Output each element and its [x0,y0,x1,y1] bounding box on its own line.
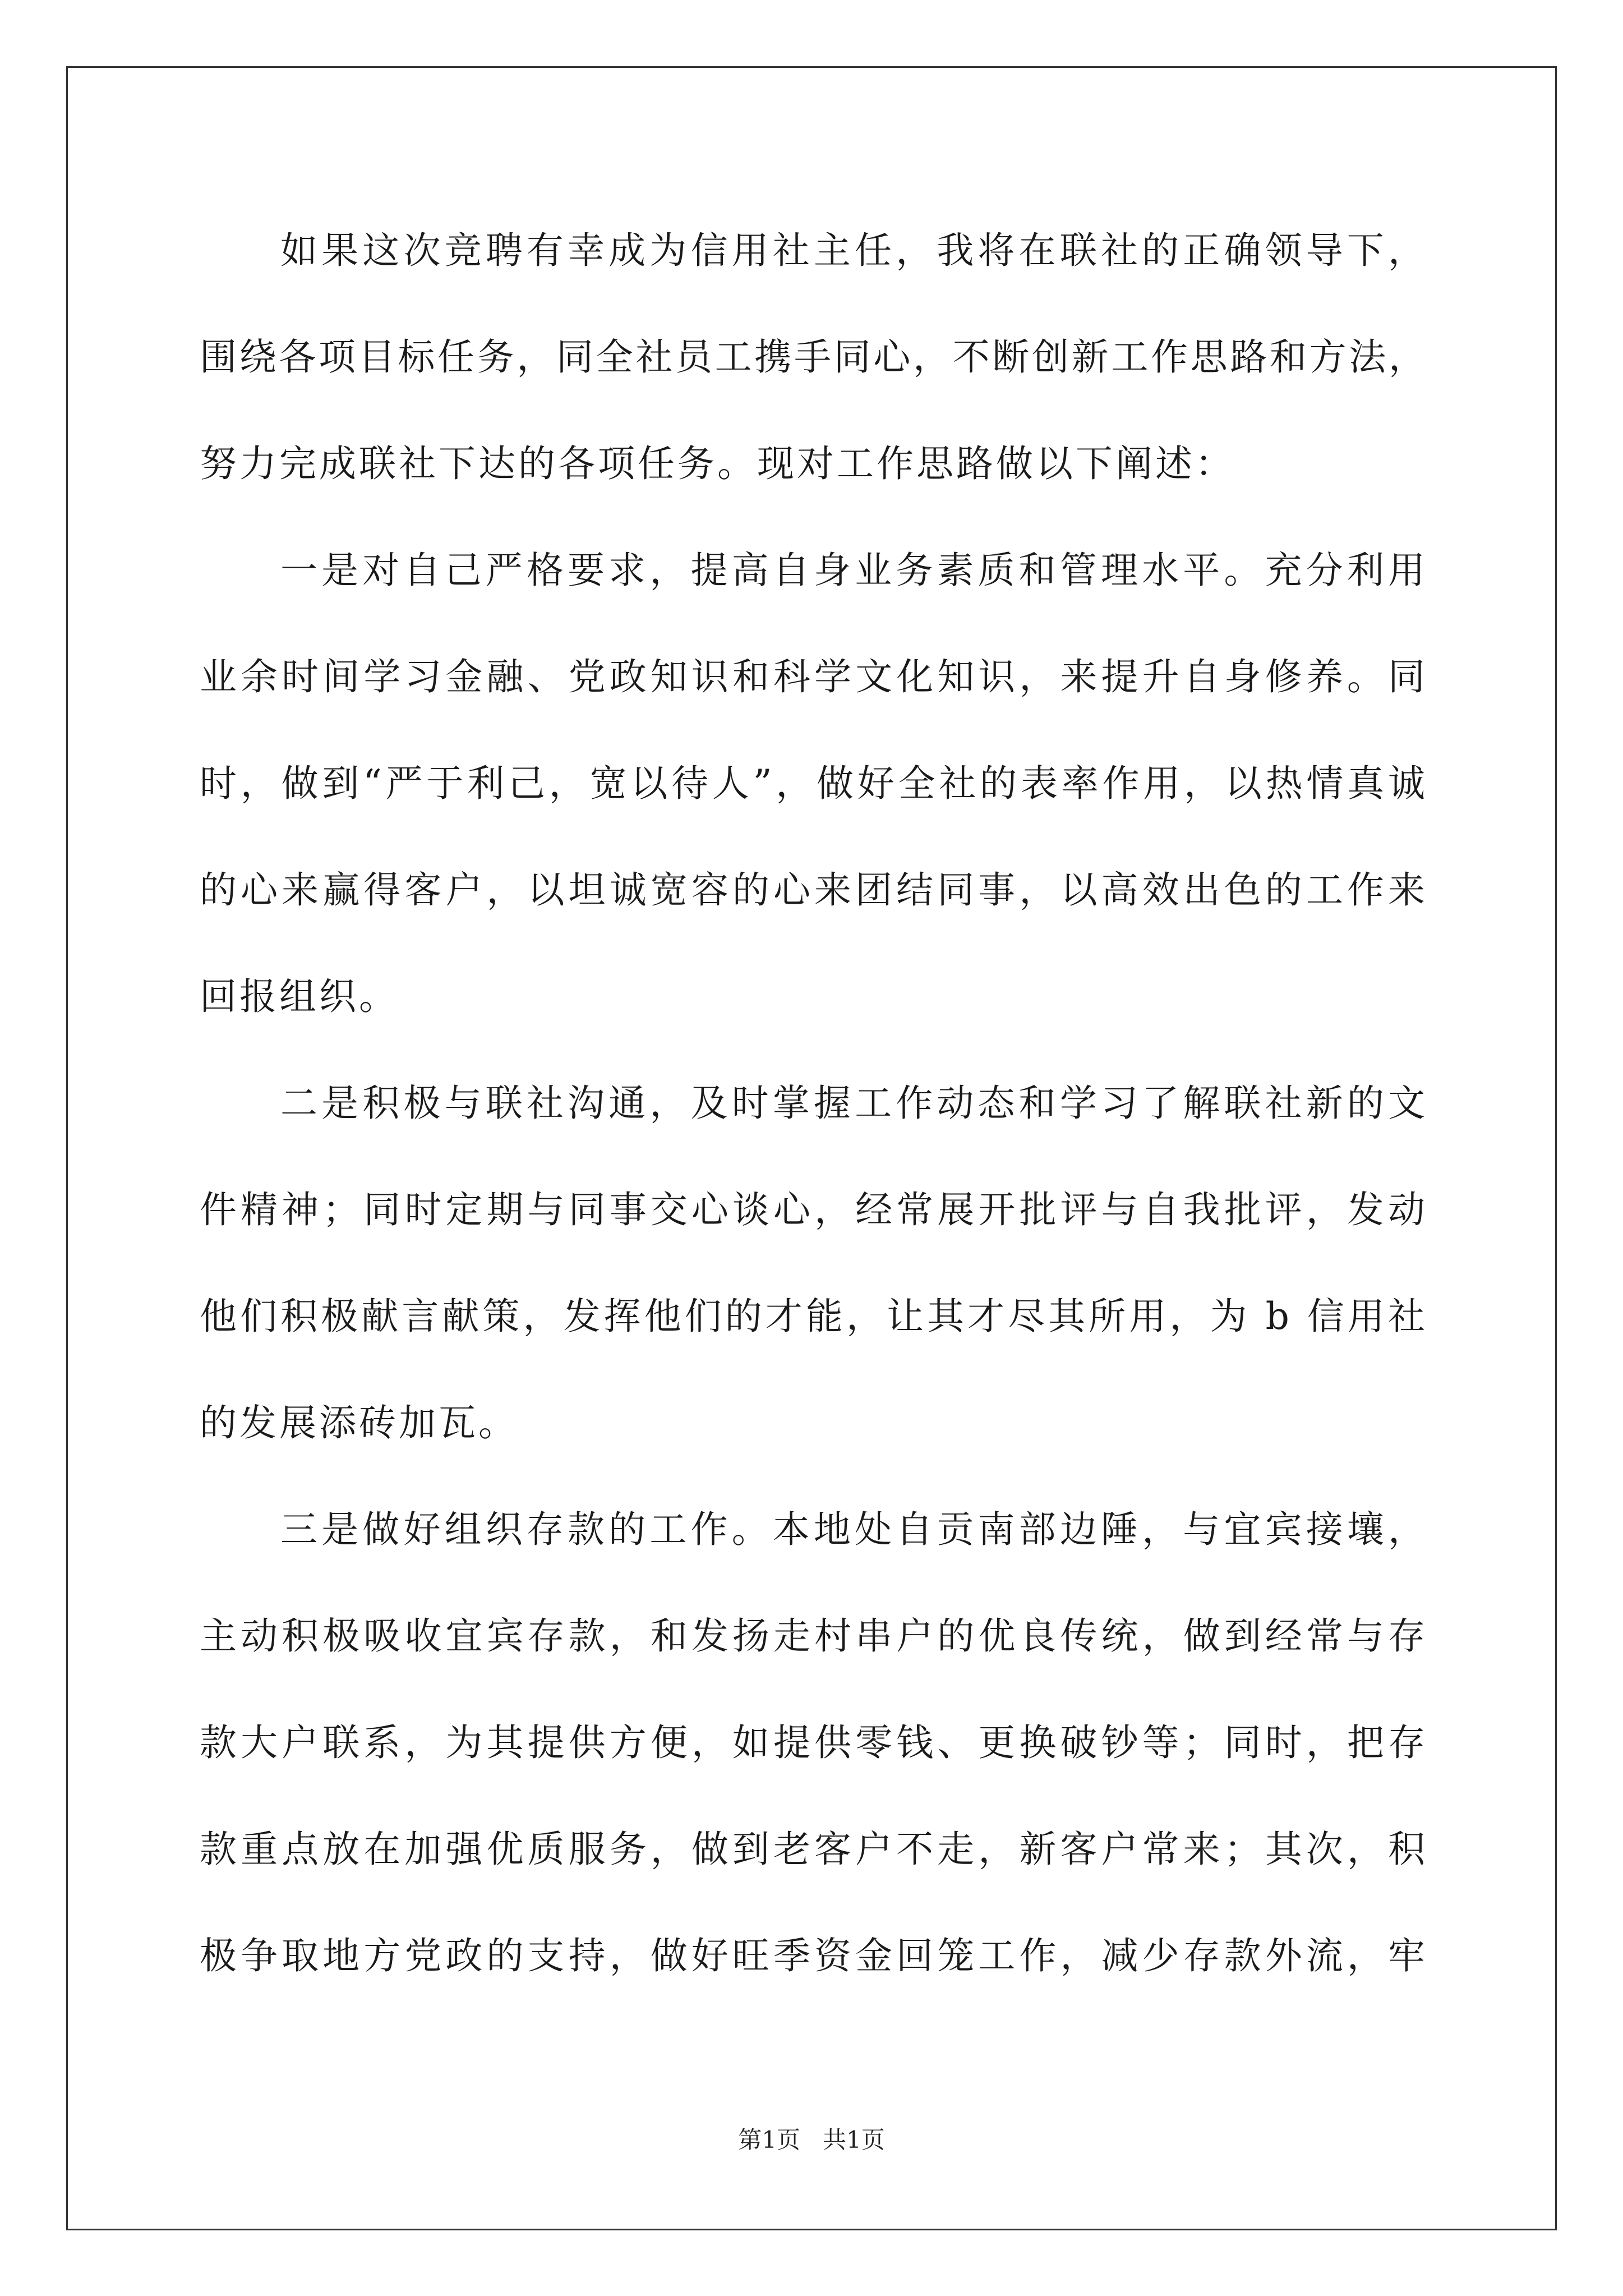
paragraph-2-line-5: 回报组织。 [200,975,399,1018]
paragraph-3-line-1: 二是积极与联社沟通，及时掌握工作动态和学习了解联社新的文 [280,1082,1428,1125]
paragraph-4-line-4: 款重点放在加强优质服务，做到老客户不走，新客户常来；其次，积 [200,1828,1428,1871]
paragraph-4-line-1: 三是做好组织存款的工作。本地处自贡南部边陲，与宜宾接壤， [280,1508,1428,1551]
paragraph-1-line-2: 围绕各项目标任务，同全社员工携手同心，不断创新工作思路和方法， [200,335,1428,379]
paragraph-3-line-2: 件精神；同时定期与同事交心谈心，经常展开批评与自我批评，发动 [200,1188,1428,1231]
paragraph-4-line-5: 极争取地方党政的支持，做好旺季资金回笼工作，减少存款外流，牢 [200,1934,1428,1977]
paragraph-2-line-2: 业余时间学习金融、党政知识和科学文化知识，来提升自身修养。同 [200,655,1428,698]
paragraph-1-line-3: 努力完成联社下达的各项任务。现对工作思路做以下阐述： [200,442,1235,485]
page-number-total: 共1页 [823,2126,885,2154]
paragraph-3-line-3: 他们积极献言献策，发挥他们的才能，让其才尽其所用，为 b 信用社 [200,1295,1428,1338]
paragraph-4-line-3: 款大户联系，为其提供方便，如提供零钱、更换破钞等；同时，把存 [200,1721,1428,1764]
paragraph-1-line-1: 如果这次竞聘有幸成为信用社主任，我将在联社的正确领导下， [280,229,1428,272]
paragraph-2-line-3: 时，做到“严于利己，宽以待人”，做好全社的表率作用，以热情真诚 [200,762,1428,805]
page-number-current: 第1页 [738,2126,800,2154]
paragraph-3-line-4: 的发展添砖加瓦。 [200,1401,518,1444]
page-border [66,66,1557,2230]
page-footer [0,2128,1623,2152]
paragraph-4-line-2: 主动积极吸收宜宾存款，和发扬走村串户的优良传统，做到经常与存 [200,1614,1428,1658]
paragraph-2-line-4: 的心来赢得客户，以坦诚宽容的心来团结同事，以高效出色的工作来 [200,868,1428,912]
paragraph-2-line-1: 一是对自己严格要求，提高自身业务素质和管理水平。充分利用 [280,549,1428,592]
